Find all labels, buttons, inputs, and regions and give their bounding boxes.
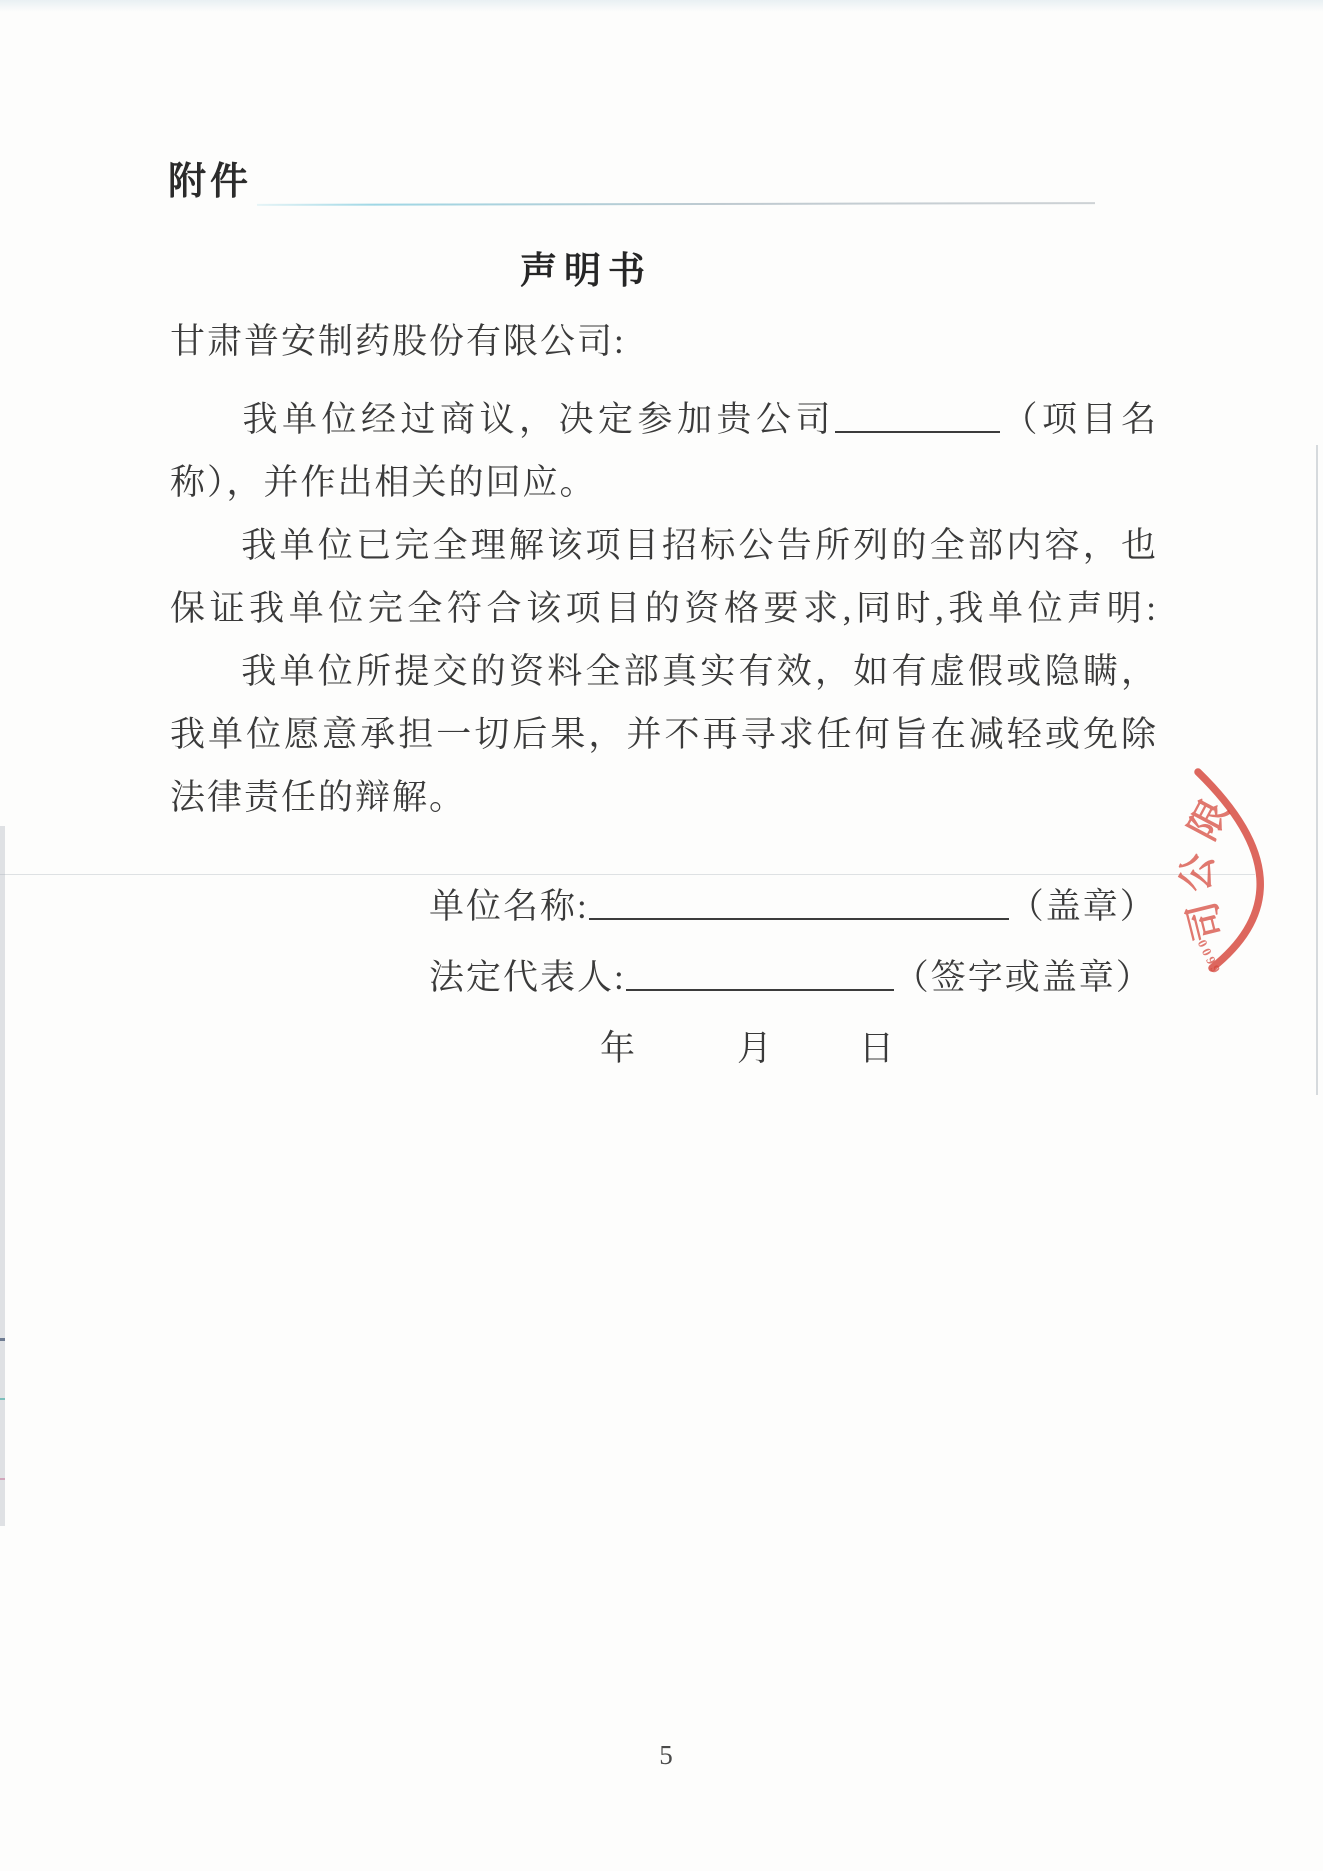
- paragraph2-line2: 保证我单位完全符合该项目的资格要求,同时,我单位声明:: [170, 589, 1158, 628]
- legal-representative-sign-note: （签字或盖章）: [893, 958, 1153, 997]
- date-month-label: 月: [737, 1029, 775, 1068]
- paragraph3-line2: 我单位愿意承担一切后果，并不再寻求任何旨在减轻或免除: [170, 715, 1158, 754]
- scan-left-edge-mark-pink: [0, 1478, 5, 1480]
- seal-graphic: [1150, 748, 1323, 1058]
- document-body: [170, 310, 1158, 829]
- paragraph2-line1: [170, 514, 1158, 577]
- project-name-blank-line: [835, 394, 1000, 433]
- scan-top-edge-artifact: [0, 0, 1323, 12]
- unit-name-row: [429, 875, 1169, 938]
- scan-left-edge-mark-dark: [0, 1338, 5, 1341]
- unit-name-blank-line: [589, 881, 1009, 920]
- paragraph1-line1-suffix: （项目名: [999, 400, 1158, 439]
- paragraph1-line2: 称），并作出相关的回应。: [170, 463, 597, 502]
- unit-name-label: 单位名称:: [429, 887, 589, 926]
- paragraph3-line3: 法律责任的辩解。: [170, 778, 467, 817]
- seal-character-2: 公: [1175, 851, 1221, 894]
- date-row: [429, 1017, 1169, 1080]
- seal-character-1: 限: [1181, 793, 1237, 848]
- paragraph3-line1: [170, 640, 1158, 703]
- scan-left-edge-artifact: [0, 826, 5, 1526]
- legal-representative-label: 法定代表人:: [429, 958, 626, 997]
- paragraph2-line1-text: 我单位已完全理解该项目招标公告所列的全部内容，也: [240, 526, 1158, 565]
- scan-left-edge-mark-teal: [0, 1398, 5, 1400]
- seal-character-3: 司: [1181, 897, 1232, 945]
- page-number: 5: [659, 1740, 673, 1770]
- red-company-seal-partial: [1150, 748, 1323, 1058]
- date-year-label: 年: [600, 1029, 638, 1068]
- paragraph3-line1-text: 我单位所提交的资料全部真实有效，如有虚假或隐瞒，: [240, 652, 1158, 691]
- paragraph1-line1-text: 我单位经过商议，决定参加贵公司: [240, 400, 835, 439]
- signature-block: [429, 875, 1169, 1080]
- legal-representative-row: [429, 946, 1169, 1009]
- salutation-line: 甘肃普安制药股份有限公司:: [170, 322, 626, 361]
- attachment-label: 附件: [168, 161, 253, 203]
- seal-serial-digits: 6600: [1192, 934, 1224, 976]
- paragraph1-line1: [170, 388, 1158, 451]
- unit-name-seal-note: （盖章）: [1008, 887, 1157, 926]
- attachment-underline-rule: [257, 202, 1095, 206]
- date-day-label: 日: [859, 1029, 897, 1068]
- legal-representative-blank-line: [626, 952, 894, 991]
- document-title: 声明书: [520, 251, 652, 292]
